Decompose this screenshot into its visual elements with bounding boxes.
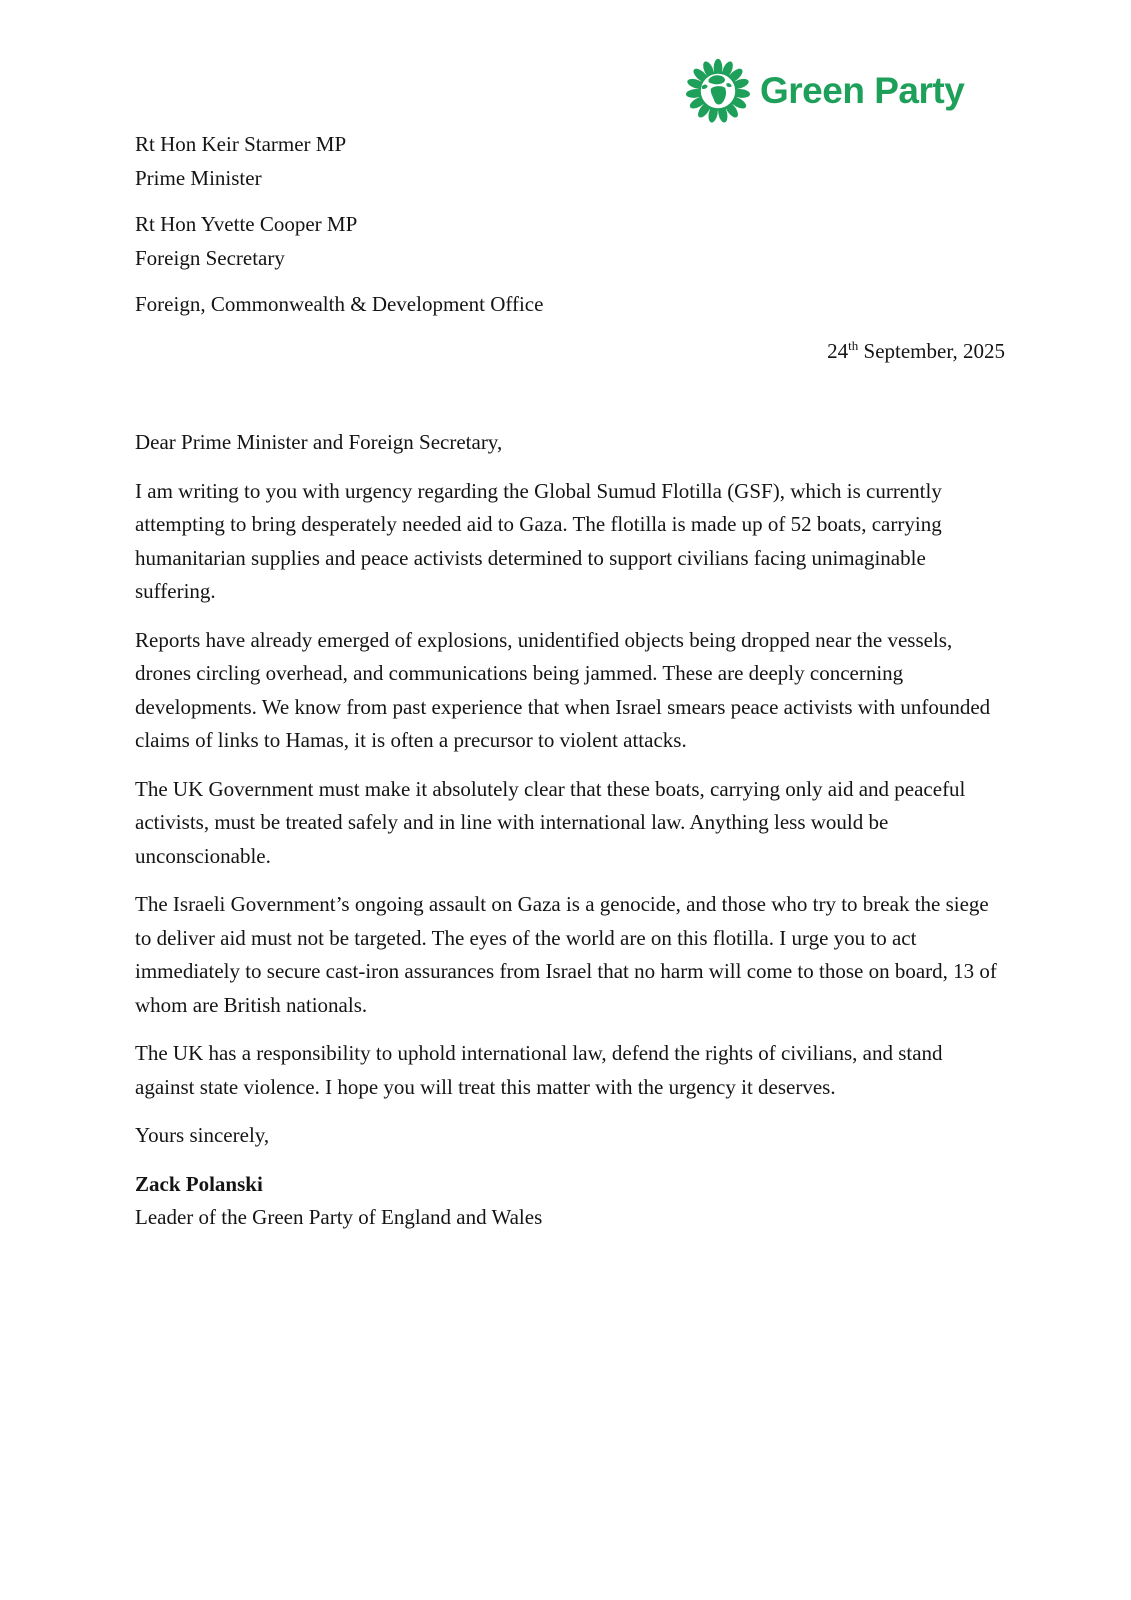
body-paragraph-4: The Israeli Government’s ongoing assault on Gaza is a genocide, and those who try to break the siege to deliver aid must not be targeted. The eyes of the world are on this flotilla. I urge you to act immediately to secure cast-iron assurances from Israel that no harm will come to those on board, 13 of whom are British nationals. [135,892,997,1017]
recipient-name: Rt Hon Yvette Cooper MP [135,212,358,236]
body-paragraph-3: The UK Government must make it absolutely clear that these boats, carrying only aid and peaceful activists, must be treated safely and in line with international law. Anything less would be unconscionable. [135,776,966,868]
closing: Yours sincerely, [135,1123,270,1147]
recipient-block-fcdo [135,288,1005,322]
date-day: 24 [827,338,849,363]
date-line [135,335,1005,369]
body-paragraph-5: The UK has a responsibility to uphold international law, defend the rights of civilians, and stand against state violence. I hope you will treat this matter with the urgency it deserves. [135,1041,943,1099]
body-paragraph-1: I am writing to you with urgency regarding the Global Sumud Flotilla (GSF), which is currently attempting to bring desperately needed aid to Gaza. The flotilla is made up of 52 boats, carrying humanitarian supplies and peace activists determined to support civilians facing unimaginable suffering. [135,478,942,603]
date-rest: September, 2025 [858,338,1005,363]
date-ordinal-suffix: th [848,337,859,353]
recipient-role: Prime Minister [135,165,262,190]
recipient-office: Foreign, Commonwealth & Development Office [135,292,544,316]
green-party-wordmark: Green Party [760,70,965,111]
recipient-role: Foreign Secretary [135,245,285,270]
recipient-block-foreign-secretary [135,208,1005,275]
signature-block [135,1168,1005,1235]
recipient-block-prime-minister [135,128,1005,195]
salutation: Dear Prime Minister and Foreign Secretary, [135,430,503,454]
recipient-name: Rt Hon Keir Starmer MP [135,132,347,156]
signature-name: Zack Polanski [135,1171,263,1196]
green-party-logo [683,56,964,126]
green-party-sunflower-globe-icon [683,56,753,126]
body-paragraph-2: Reports have already emerged of explosions, unidentified objects being dropped near the vessels, drones circling overhead, and communications being jammed. These are deeply concerning developments. We know from past experience that when Israel smears peace activists with unfounded claims of links to Hamas, it is often a precursor to violent attacks. [135,627,991,752]
signature-title: Leader of the Green Party of England and Wales [135,1205,543,1229]
